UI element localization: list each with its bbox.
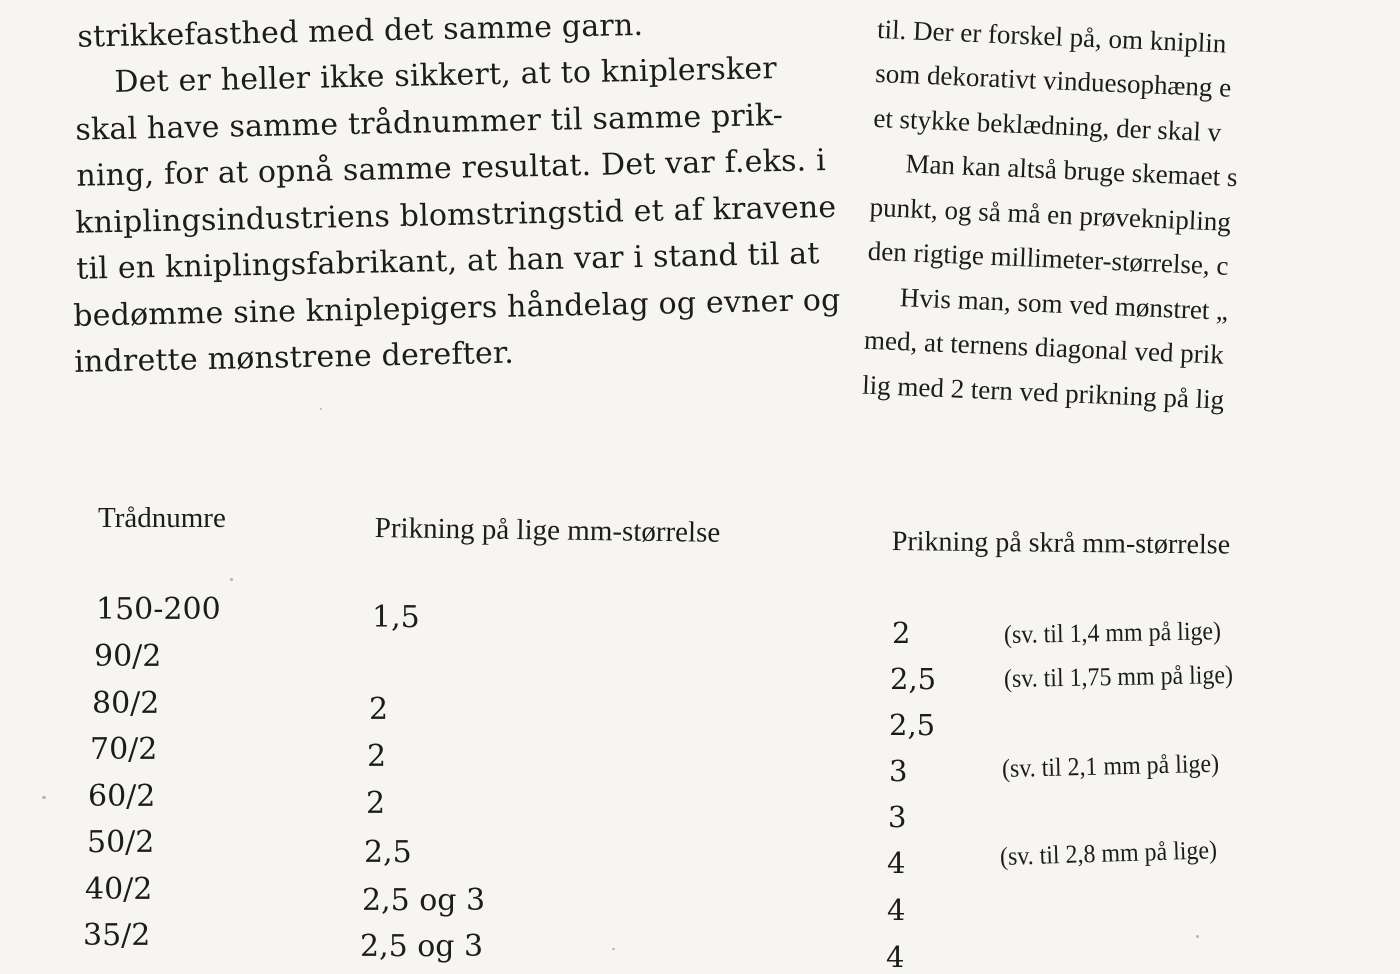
header-straight-pricking: Prikning på lige mm-størrelse — [374, 512, 721, 549]
diagonal-pricking-cell: 4 — [887, 846, 906, 880]
text-line: til en kniplingsfabrikant, at han var i stand til at — [75, 236, 820, 287]
thread-number-cell: 35/2 — [83, 918, 151, 953]
paper-speck — [320, 408, 322, 410]
paper-speck — [1196, 935, 1199, 938]
text-line: strikkefasthed med det samme garn. — [77, 7, 644, 55]
diagonal-pricking-cell: 3 — [888, 800, 907, 834]
straight-pricking-cell: 1,5 — [372, 600, 420, 635]
diagonal-pricking-cell: 2,5 — [890, 662, 937, 696]
text-line: Man kan altså bruge skemaet s — [904, 148, 1239, 193]
text-line: den rigtige millimeter-størrelse, c — [867, 235, 1230, 281]
diagonal-pricking-cell: 2 — [892, 616, 911, 650]
header-diagonal-pricking: Prikning på skrå mm-størrelse — [891, 526, 1231, 561]
thread-number-cell: 40/2 — [85, 872, 153, 907]
header-thread-numbers: Trådnumre — [98, 502, 226, 534]
text-line: bedømme sine kniplepigers håndelag og evner og — [72, 282, 841, 334]
straight-pricking-cell: 2 — [367, 739, 387, 774]
equivalence-note: (sv. til 1,4 mm på lige) — [1003, 616, 1222, 649]
text-line: Hvis man, som ved mønstret „ — [899, 281, 1229, 326]
thread-number-cell: 80/2 — [92, 686, 160, 721]
text-line: ning, for at opnå samme resultat. Det var f.eks. i — [75, 143, 827, 194]
thread-number-cell: 70/2 — [90, 732, 158, 767]
thread-number-cell: 50/2 — [87, 825, 155, 860]
left-column — [62, 0, 841, 386]
straight-pricking-cell: 2,5 — [364, 835, 412, 870]
straight-pricking-cell: 2 — [366, 786, 386, 821]
text-line: med, at ternens diagonal ved prik — [863, 324, 1225, 370]
text-line: kniplingsindustriens blomstringstid et af kravene — [74, 189, 837, 241]
equivalence-note: (sv. til 2,8 mm på lige) — [999, 835, 1218, 871]
diagonal-pricking-cell: 2,5 — [889, 708, 936, 742]
equivalence-note: (sv. til 2,1 mm på lige) — [1001, 748, 1220, 783]
diagonal-pricking-cell: 4 — [887, 893, 906, 927]
thread-number-cell: 60/2 — [88, 779, 156, 814]
text-line: lig med 2 tern ved prikning på lig — [861, 369, 1225, 415]
text-line: som dekorativt vinduesophæng e — [874, 57, 1232, 103]
straight-pricking-cell: 2,5 og 3 — [360, 929, 484, 964]
text-line: punkt, og så må en prøveknipling — [869, 191, 1232, 237]
paper-speck — [42, 796, 46, 799]
text-line: indrette mønstrene derefter. — [73, 335, 515, 380]
straight-pricking-cell: 2 — [369, 692, 389, 727]
equivalence-note: (sv. til 1,75 mm på lige) — [1003, 660, 1234, 693]
straight-pricking-cell: 2,5 og 3 — [362, 883, 486, 918]
thread-number-cell: 150-200 — [96, 592, 221, 627]
text-line: skal have samme trådnummer til samme prik- — [75, 97, 784, 148]
text-line: et stykke beklædning, der skal v — [872, 102, 1222, 147]
paper-speck — [230, 578, 233, 581]
thread-number-cell: 90/2 — [94, 639, 162, 674]
paper-speck — [612, 948, 615, 950]
text-line: Det er heller ikke sikkert, at to kniplersker — [114, 51, 778, 100]
text-line: til. Der er forskel på, om kniplin — [876, 13, 1227, 59]
right-column — [861, 0, 1399, 428]
diagonal-pricking-cell: 3 — [889, 754, 908, 788]
diagonal-pricking-cell: 4 — [886, 940, 905, 974]
